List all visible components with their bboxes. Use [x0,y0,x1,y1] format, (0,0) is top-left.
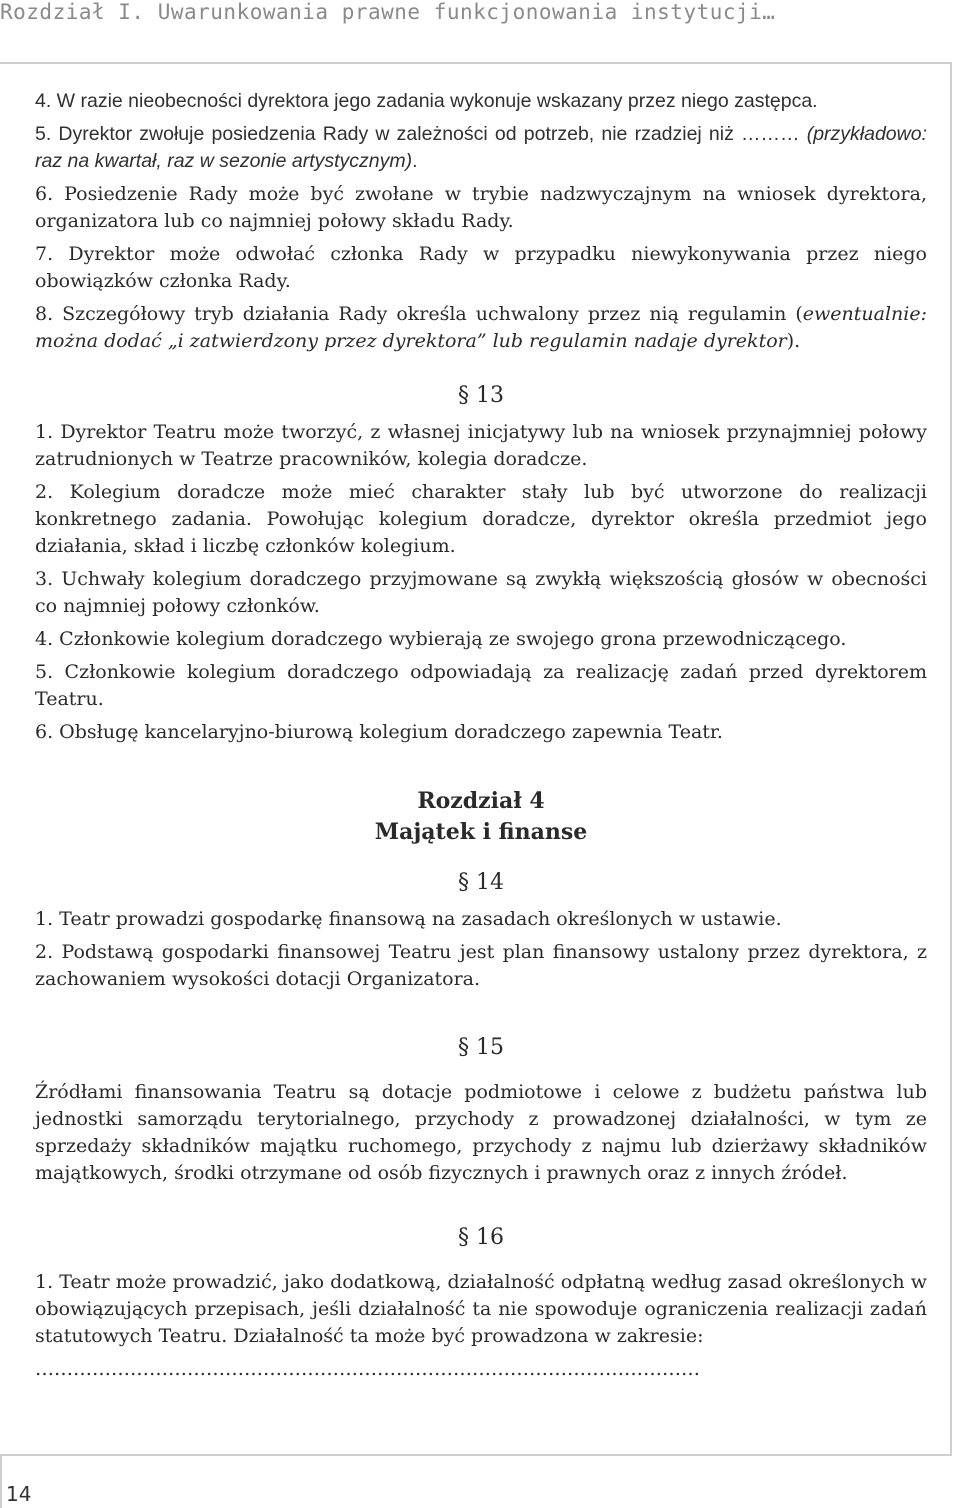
running-header: Rozdział I. Uwarunkowania prawne funkcjonowania instytucji… [0,0,776,24]
paragraph-7: 7. Dyrektor może odwołać członka Rady w przypadku niewykonywania przez niego obowiązków członka Rady. [35,243,927,292]
paragraph-4: 4. W razie nieobecności dyrektora jego zadania wykonuje wskazany przez niego zastępca. [35,90,818,112]
paragraph-5-text: 5. Dyrektor zwołuje posiedzenia Rady w zależności od potrzeb, nie rzadziej niż ……… [35,123,807,145]
s13-item-5: 5. Członkowie kolegium doradczego odpowiadają za realizację zadań przed dyrektorem Teatru. [35,661,927,710]
paragraph-8 [35,301,927,355]
s14-item-1: 1. Teatr prowadzi gospodarkę finansową na zasadach określonych w ustawie. [35,908,782,930]
s13-item-4: 4. Członkowie kolegium doradczego wybierają ze swojego grona przewodniczącego. [35,628,847,650]
document-body [35,88,927,1389]
s13-item-3: 3. Uchwały kolegium doradczego przyjmowane są zwykłą większością głosów w obecności co najmniej połowy członków. [35,568,927,617]
paragraph-5 [35,121,927,175]
section-13-title: § 13 [458,383,504,408]
page-number: 14 [6,1482,32,1506]
s14-item-2: 2. Podstawą gospodarki finansowej Teatru jest plan finansowy ustalony przez dyrektora, z zachowaniem wysokości dotacji Organizatora. [35,941,927,990]
paragraph-5-italic: (przykładowo: raz na kwartał, raz w sezonie artystycznym) [35,123,927,172]
s13-item-1: 1. Dyrektor Teatru może tworzyć, z własnej inicjatywy lub na wniosek przynajmniej połowy zatrudnionych w Teatrze pracowników, kolegia doradcze. [35,421,927,470]
paragraph-8-italic: ewentualnie: można dodać „i zatwierdzony przez dyrektora” lub regulamin nadaje dyrektor [35,303,927,352]
chapter-number: Rozdział 4 [417,788,545,814]
paragraph-5-end: . [412,150,418,172]
paragraph-8-text: 8. Szczegółowy tryb działania Rady określa uchwalony przez nią regulamin ( [35,303,803,325]
paragraph-8-end: ). [786,330,801,352]
s13-item-6: 6. Obsługę kancelaryjno-biurową kolegium doradczego zapewnia Teatr. [35,721,723,743]
s15-item-1: Źródłami finansowania Teatru są dotacje podmiotowe i celowe z budżetu państwa lub jednostki samorządu terytorialnego, przychody z prowadzonej działalności, w tym ze sprzedaży składników majątku ruchomego, przychody z najmu lub dzierżawy składników majątkowych, środki otrzymane od osób fizycznych i prawnych oraz z innych źródeł. [35,1081,927,1184]
margin-rule [0,1456,2,1508]
section-14-title: § 14 [458,870,504,895]
s16-item-1: 1. Teatr może prowadzić, jako dodatkową, działalność odpłatną według zasad określonych w obowiązujących przepisach, jeśli działalność ta nie spowoduje ograniczenia realizacji zadań statutowych Teatru. Działalność ta może być prowadzona w zakresie: [35,1271,927,1347]
paragraph-6: 6. Posiedzenie Rady może być zwołane w trybie nadzwyczajnym na wniosek dyrektora, organizatora lub co najmniej połowy składu Rady. [35,183,927,232]
chapter-title: Majątek i finanse [374,819,588,845]
s13-item-2: 2. Kolegium doradcze może mieć charakter stały lub być utworzone do realizacji konkretnego zadania. Powołując kolegium doradcze, dyrektor określa przedmiot jego działania, skład i liczbę członków kolegium. [35,481,927,557]
section-15-title: § 15 [458,1035,504,1060]
section-16-title: § 16 [458,1225,504,1250]
s16-item-placeholder: …………………………………………………………………………………………… [35,1358,700,1380]
